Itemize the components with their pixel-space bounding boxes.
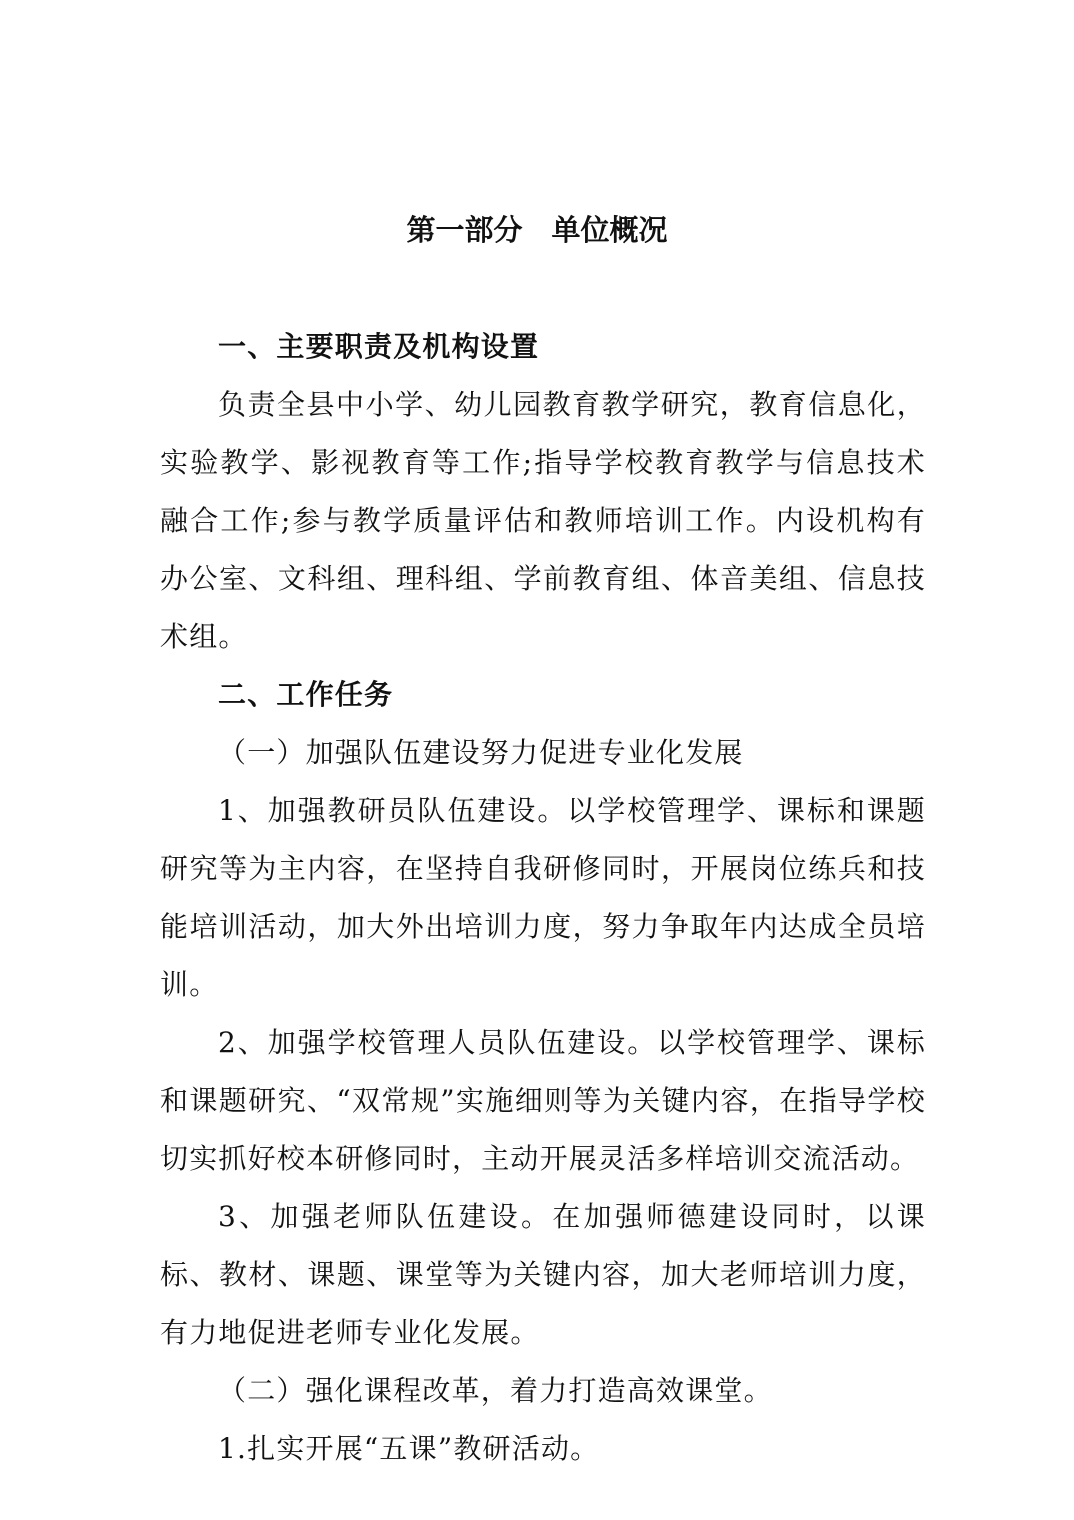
section-heading-tasks: 二、工作任务 — [218, 678, 394, 711]
document-body — [160, 318, 926, 1478]
section-heading-duties: 一、主要职责及机构设置 — [218, 330, 540, 363]
paragraph-duties: 负责全县中小学、幼儿园教育教学研究，教育信息化，实验教学、影视教育等工作;指导学校教育教学与信息技术融合工作;参与教学质量评估和教师培训工作。内设机构有办公室、文科组、理科组、学前教育组、体音美组、信息技术组。 — [160, 388, 926, 653]
paragraph-item-1: 1、加强教研员队伍建设。以学校管理学、课标和课题研究等为主内容，在坚持自我研修同时，开展岗位练兵和技能培训活动，加大外出培训力度，努力争取年内达成全员培训。 — [160, 794, 926, 1001]
subheading-team-building: （一）加强队伍建设努力促进专业化发展 — [218, 736, 744, 769]
paragraph-item-3: 3、加强老师队伍建设。在加强师德建设同时，以课标、教材、课题、课堂等为关键内容，加大老师培训力度，有力地促进老师专业化发展。 — [160, 1200, 926, 1349]
page-title: 第一部分 单位概况 — [406, 213, 668, 247]
paragraph-five-lessons: 1.扎实开展“五课”教研活动。 — [218, 1432, 600, 1465]
paragraph-item-2: 2、加强学校管理人员队伍建设。以学校管理学、课标和课题研究、“双常规”实施细则等为关键内容，在指导学校切实抓好校本研修同时，主动开展灵活多样培训交流活动。 — [160, 1026, 926, 1175]
subheading-curriculum-reform: （二）强化课程改革，着力打造高效课堂。 — [218, 1374, 773, 1407]
